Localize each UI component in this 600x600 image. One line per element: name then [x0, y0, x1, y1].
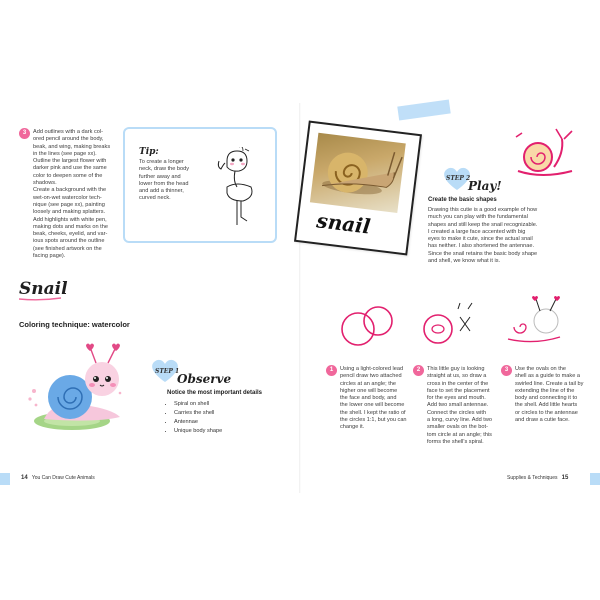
text-line: This little guy is looking	[427, 366, 485, 372]
observe-heading: Notice the most important details	[167, 390, 263, 396]
text-line: ored pencil around the body,	[33, 136, 104, 143]
text-line: Create a background with the	[33, 187, 107, 194]
text-line: straight at us, so draw a	[427, 373, 487, 380]
basic-shapes-heading: Create the basic shapes	[428, 197, 497, 203]
left-page-tab	[0, 473, 10, 485]
left-footer	[21, 475, 95, 481]
text-line: making dots and marks on the	[33, 223, 108, 230]
text-line: has neither. I also shortened the antennae.	[428, 243, 535, 250]
step-2-title: Play!	[468, 179, 502, 193]
text-line: swirled line. Create a tail by	[515, 380, 584, 387]
text-line: eyes to make it cute, since the actual snail	[428, 236, 533, 243]
text-line: To create a longer	[139, 159, 184, 165]
step-instructions	[340, 366, 416, 432]
tape-strip	[397, 99, 450, 120]
text-line: face to set the placement	[427, 387, 490, 394]
polaroid-photo	[294, 121, 422, 256]
text-line: further away and	[139, 173, 181, 180]
text-line: pencil draw two attached	[340, 373, 402, 380]
text-line: cross in the center of the	[427, 380, 489, 387]
text-line: in the lines (see page xx).	[33, 150, 97, 157]
text-line: Since the snail retains the basic body shape	[428, 250, 538, 257]
step-1-sketch	[338, 301, 398, 351]
basic-shapes-text	[428, 207, 578, 265]
snail-color-sketch	[512, 123, 578, 183]
text-line: much you can play with the fundamental	[428, 214, 528, 221]
text-line: shadows.	[33, 180, 57, 187]
step-1-label: STEP 1	[155, 368, 180, 375]
title-underline	[19, 297, 61, 301]
step-number-badge: 1	[326, 365, 337, 376]
text-line: change it.	[340, 424, 365, 431]
text-line: and draw a cutie face.	[515, 417, 570, 424]
text-line: higher one will become	[340, 387, 398, 394]
tip-box	[123, 127, 277, 243]
text-line: smaller ovals on the bot-	[427, 424, 488, 431]
text-line: (see finished artwork on the	[33, 245, 102, 252]
step-number-badge: 3	[501, 365, 512, 376]
text-line: the lower one will become	[340, 402, 405, 409]
step-3-badge: 3	[19, 128, 30, 139]
text-line: Add outlines with a dark col-	[33, 129, 103, 135]
polaroid-caption: snail	[315, 208, 372, 239]
text-line: the shell. Add little hearts	[515, 402, 578, 409]
text-line: lower from the head	[139, 180, 189, 187]
text-line: for the eyes and mouth.	[427, 395, 486, 402]
left-page-number: 14	[21, 475, 28, 481]
flamingo-sketch	[213, 147, 265, 229]
section-name: Supplies & Techniques	[507, 475, 558, 481]
text-line: wet-on-wet watercolor tech-	[33, 194, 102, 201]
text-line: a long, curvy line. Add two	[427, 417, 492, 424]
text-line: beak, cheeks, eyelid, and var-	[33, 231, 108, 238]
text-line: and add a thinner,	[139, 188, 184, 195]
text-line: nique (see page xx), painting	[33, 201, 105, 208]
book-title: You Can Draw Cute Animals	[31, 475, 95, 481]
step-3-instructions	[33, 129, 117, 260]
text-line: circles at an angle; the	[340, 380, 396, 387]
text-line: darker pink and use the same	[33, 165, 107, 172]
observe-list	[166, 400, 274, 436]
right-footer	[507, 475, 568, 481]
text-line: body and connecting it to	[515, 395, 578, 402]
text-line: Outline the largest flower with	[33, 158, 107, 165]
text-line: Drawing this cutie is a good example of how	[428, 207, 538, 213]
text-line: or circles to the antennae	[515, 409, 578, 416]
step-1-title: Observe	[177, 372, 232, 386]
text-line: color to deepen some of the	[33, 172, 103, 179]
text-line: tom circle at an angle; this	[427, 431, 492, 438]
section-title: Snail	[19, 279, 68, 299]
step-number-badge: 2	[413, 365, 424, 376]
step-2-sketch	[420, 301, 480, 351]
text-line: Connect the circles with	[427, 409, 487, 416]
text-line: the shell. I kept the ratio of	[340, 409, 406, 416]
list-item: • Unique body shape	[174, 427, 274, 436]
text-line: the circles 1:1, but you can	[340, 417, 407, 424]
text-line: Use the ovals on the	[515, 366, 566, 372]
tip-text	[139, 159, 209, 203]
step-instructions	[515, 366, 591, 424]
step-instructions	[427, 366, 503, 446]
book-spread	[0, 103, 600, 493]
text-line: shell as a guide to make a	[515, 373, 580, 380]
text-line: Add two small antennae.	[427, 402, 489, 409]
text-line: Add highlights with white pen,	[33, 216, 107, 223]
text-line: and shell, we know what it is.	[428, 258, 501, 265]
page-gutter	[299, 103, 301, 493]
list-item: • Antennae	[174, 418, 274, 427]
text-line: the face and body, and	[340, 395, 397, 402]
text-line: ious spots around the outline	[33, 238, 105, 245]
text-line: curved neck.	[139, 195, 171, 202]
watercolor-snail-illustration	[24, 339, 139, 434]
text-line: facing page).	[33, 253, 66, 260]
text-line: beak, and wing, making breaks	[33, 143, 111, 150]
snail-photo	[310, 133, 406, 213]
text-line: I created a large face accented with big	[428, 228, 526, 235]
step-3-sketch	[504, 293, 570, 351]
text-line: forms the shell's spiral.	[427, 438, 484, 445]
text-line: Using a light-colored lead	[340, 366, 404, 372]
text-line: shapes and still keep the snail recognizable.	[428, 221, 538, 228]
step-2-label: STEP 2	[446, 175, 471, 182]
list-item: • Spiral on shell	[174, 400, 274, 409]
right-page-number: 15	[561, 475, 569, 481]
text-line: neck, draw the body	[139, 166, 190, 173]
text-line: loosely and making splatters.	[33, 209, 106, 216]
text-line: extending the line of the	[515, 387, 575, 394]
technique-label: Coloring technique: watercolor	[19, 320, 130, 329]
right-page-tab	[590, 473, 600, 485]
tip-title: Tip:	[139, 147, 159, 157]
list-item: • Carries the shell	[174, 409, 274, 418]
